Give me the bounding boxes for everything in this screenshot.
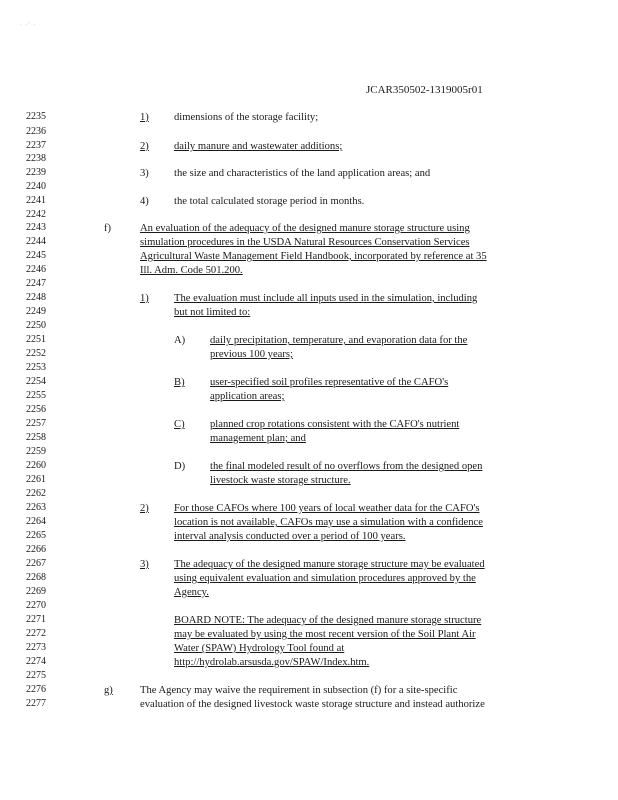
item-3-label: 3) — [140, 168, 149, 179]
line-number: 2239 — [26, 167, 46, 178]
line-number: 2266 — [26, 544, 46, 555]
fax-stamp: · ·′ · — [20, 22, 37, 28]
line-number: 2264 — [26, 516, 46, 527]
line-number: 2275 — [26, 670, 46, 681]
f3-label: 3) — [140, 559, 149, 570]
fA-label: A) — [174, 335, 186, 346]
line-number: 2252 — [26, 348, 46, 359]
fD-line: livestock waste storage structure. — [210, 475, 351, 486]
item-4-label: 4) — [140, 196, 149, 207]
fC-label: C) — [174, 419, 185, 430]
section-f-label: f) — [104, 223, 112, 234]
line-number: 2248 — [26, 292, 46, 303]
f1-line: The evaluation must include all inputs used in the simulation, including — [174, 293, 478, 304]
section-g-line: evaluation of the designed livestock waste storage structure and instead authorize — [140, 699, 485, 710]
line-number: 2243 — [26, 222, 46, 233]
f2-line: location is not available, CAFOs may use a simulation with a confidence — [174, 517, 483, 528]
fC-line: planned crop rotations consistent with the CAFO's nutrient — [210, 419, 460, 430]
section-g-line: The Agency may waive the requirement in subsection (f) for a site-specific — [140, 685, 458, 696]
fA-line: previous 100 years; — [210, 349, 293, 360]
line-number: 2235 — [26, 111, 46, 122]
line-number: 2265 — [26, 530, 46, 541]
f3-line: using equivalent evaluation and simulation procedures approved by the — [174, 573, 476, 584]
line-number: 2273 — [26, 642, 46, 653]
line-number: 2250 — [26, 320, 46, 331]
section-f-line: An evaluation of the adequacy of the designed manure storage structure using — [140, 223, 470, 234]
fB-label: B) — [174, 377, 185, 388]
item-2-text: daily manure and wastewater additions; — [174, 141, 343, 152]
line-number: 2256 — [26, 404, 46, 415]
item-2-label: 2) — [140, 141, 149, 152]
fD-line: the final modeled result of no overflows from the designed open — [210, 461, 483, 472]
line-number: 2262 — [26, 488, 46, 499]
fA-line: daily precipitation, temperature, and evaporation data for the — [210, 335, 468, 346]
section-f-line: simulation procedures in the USDA Natural Resources Conservation Services — [140, 237, 470, 248]
fB-line: user-specified soil profiles representative of the CAFO's — [210, 377, 449, 388]
f2-line: For those CAFOs where 100 years of local weather data for the CAFO's — [174, 503, 480, 514]
item-4-text: the total calculated storage period in months. — [174, 196, 365, 207]
line-number: 2267 — [26, 558, 46, 569]
section-g-label: g) — [104, 685, 113, 696]
board-note-line: Water (SPAW) Hydrology Tool found at — [174, 643, 345, 654]
line-number: 2269 — [26, 586, 46, 597]
line-number: 2259 — [26, 446, 46, 457]
line-number: 2242 — [26, 209, 46, 220]
section-f-line: Ill. Adm. Code 501.200. — [140, 265, 243, 276]
line-number: 2271 — [26, 614, 46, 625]
fD-label: D) — [174, 461, 186, 472]
line-number: 2240 — [26, 181, 46, 192]
line-number: 2257 — [26, 418, 46, 429]
line-number: 2261 — [26, 474, 46, 485]
board-note-line: BOARD NOTE: The adequacy of the designed manure storage structure — [174, 615, 482, 626]
item-1-text: dimensions of the storage facility; — [174, 112, 319, 123]
line-number: 2254 — [26, 376, 46, 387]
line-number: 2260 — [26, 460, 46, 471]
fC-line: management plan; and — [210, 433, 306, 444]
line-number: 2263 — [26, 502, 46, 513]
line-number: 2245 — [26, 250, 46, 261]
f3-line: Agency. — [174, 587, 209, 598]
line-number: 2276 — [26, 684, 46, 695]
line-number: 2238 — [26, 153, 46, 164]
section-f-line: Agricultural Waste Management Field Handbook, incorporated by reference at 35 — [140, 251, 487, 262]
line-number: 2253 — [26, 362, 46, 373]
line-number: 2258 — [26, 432, 46, 443]
line-number: 2246 — [26, 264, 46, 275]
fB-line: application areas; — [210, 391, 285, 402]
line-number: 2237 — [26, 140, 46, 151]
line-number: 2236 — [26, 126, 46, 137]
line-number: 2251 — [26, 334, 46, 345]
line-number: 2247 — [26, 278, 46, 289]
f2-line: interval analysis conducted over a period of 100 years. — [174, 531, 406, 542]
f1-label: 1) — [140, 293, 149, 304]
board-note-link: http://hydrolab.arsusda.gov/SPAW/Index.htm. — [174, 657, 370, 668]
item-3-text: the size and characteristics of the land application areas; and — [174, 168, 431, 179]
line-number: 2270 — [26, 600, 46, 611]
f2-label: 2) — [140, 503, 149, 514]
line-number: 2272 — [26, 628, 46, 639]
line-number: 2244 — [26, 236, 46, 247]
line-number: 2277 — [26, 698, 46, 709]
line-number: 2274 — [26, 656, 46, 667]
line-number: 2255 — [26, 390, 46, 401]
line-number: 2241 — [26, 195, 46, 206]
line-number: 2268 — [26, 572, 46, 583]
f3-line: The adequacy of the designed manure storage structure may be evaluated — [174, 559, 485, 570]
board-note-line: may be evaluated by using the most recent version of the Soil Plant Air — [174, 629, 476, 640]
document-id: JCAR350502-1319005r01 — [366, 84, 483, 96]
item-1-label: 1) — [140, 112, 149, 123]
line-number: 2249 — [26, 306, 46, 317]
f1-line: but not limited to: — [174, 307, 251, 318]
